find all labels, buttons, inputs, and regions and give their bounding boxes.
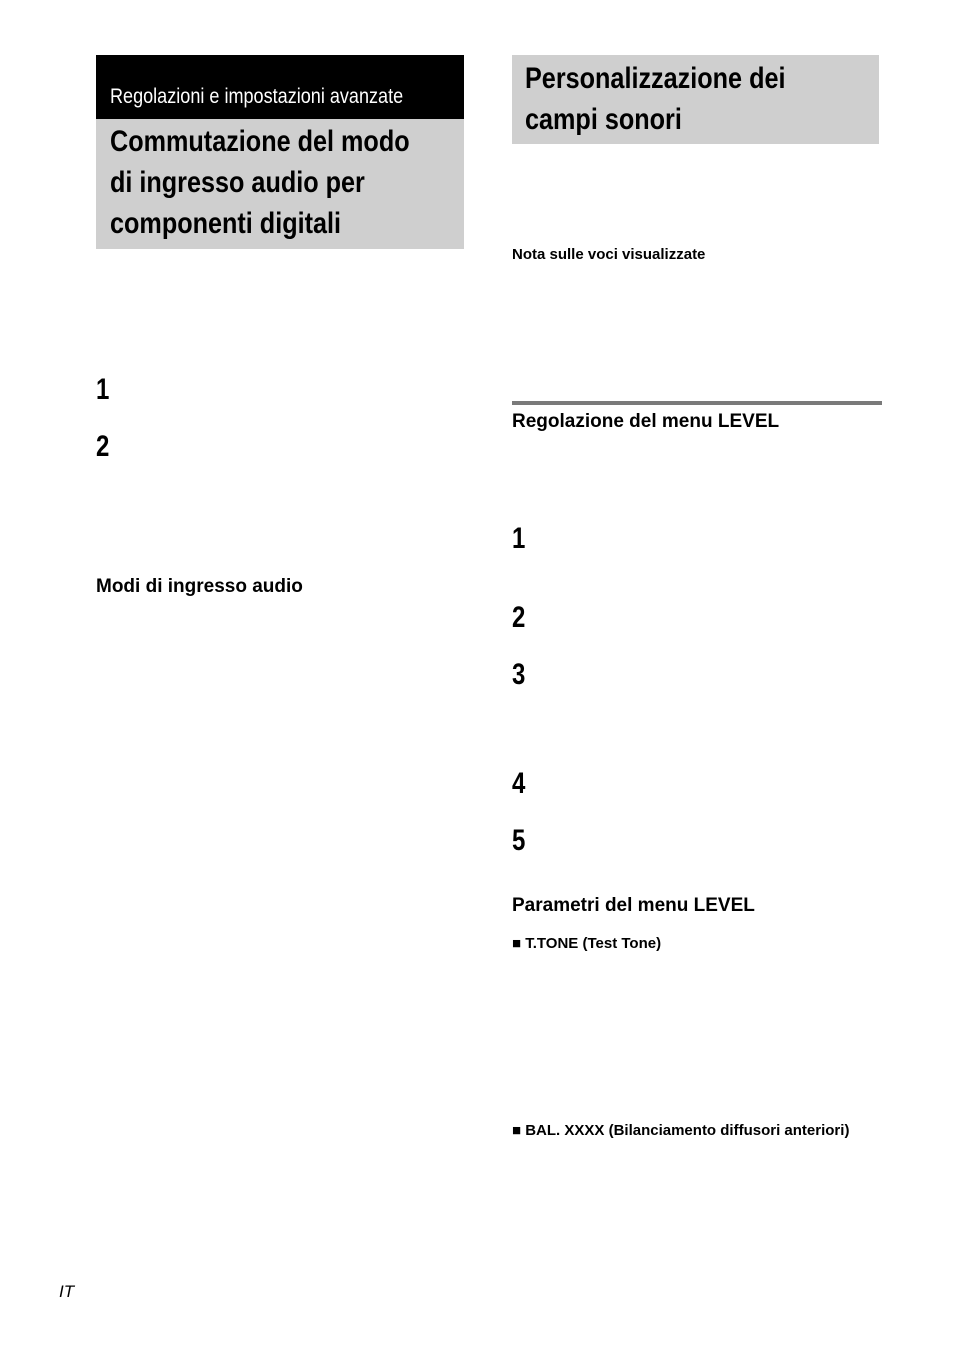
right-step-number: 1: [512, 522, 526, 555]
left-step-number: 2: [96, 430, 110, 463]
left-title-line: Commutazione del modo: [110, 125, 410, 158]
right-step-number: 5: [512, 824, 526, 857]
level-params-heading: Parametri del menu LEVEL: [512, 895, 755, 916]
level-menu-heading: Regolazione del menu LEVEL: [512, 411, 780, 432]
left-title-line: di ingresso audio per: [110, 166, 365, 199]
section-label: Regolazioni e impostazioni avanzate: [110, 85, 404, 108]
right-title-line: campi sonori: [525, 103, 682, 136]
right-step-number: 2: [512, 601, 526, 634]
left-step-number: 1: [96, 373, 110, 406]
param-front-balance: ■ BAL. XXXX (Bilanciamento diffusori anteriori): [512, 1122, 850, 1139]
left-page-title: [110, 121, 410, 244]
left-title-box: [96, 119, 464, 249]
section-divider: [512, 401, 882, 405]
page-language-tag: IT: [59, 1282, 75, 1301]
left-title-line: componenti digitali: [110, 207, 341, 240]
param-test-tone: ■ T.TONE (Test Tone): [512, 935, 662, 952]
right-step-number: 4: [512, 767, 526, 800]
right-page-title: [525, 58, 785, 140]
section-label-bar: [96, 55, 464, 119]
display-note-heading: Nota sulle voci visualizzate: [512, 246, 706, 263]
right-title-line: Personalizzazione dei: [525, 62, 786, 95]
right-step-number: 3: [512, 658, 526, 691]
audio-input-modes-heading: Modi di ingresso audio: [96, 576, 303, 597]
right-title-box: [512, 55, 879, 144]
